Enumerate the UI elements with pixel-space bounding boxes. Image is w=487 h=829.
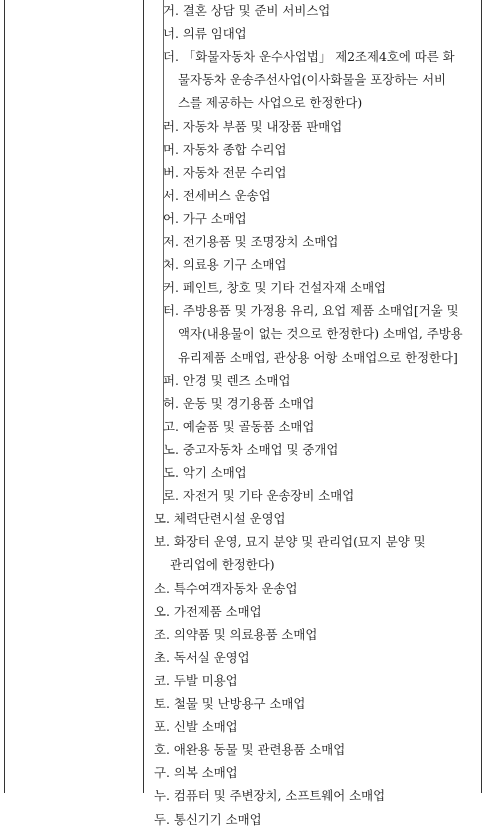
item-mo: 모. 체력단련시설 운영업 — [154, 511, 286, 527]
item-go: 고. 예술품 및 골동품 소매업 — [163, 418, 315, 434]
item-gu: 구. 의복 소매업 — [154, 765, 238, 781]
item-ho: 호. 애완용 동물 및 관련용품 소매업 — [154, 742, 346, 758]
item-beo: 버. 자동차 전문 수리업 — [163, 164, 287, 180]
item-po: 포. 신발 소매업 — [154, 719, 238, 735]
item-o: 오. 가전제품 소매업 — [154, 603, 262, 619]
item-peo: 퍼. 안경 및 렌즈 소매업 — [163, 372, 291, 388]
item-do: 도. 악기 소매업 — [163, 465, 247, 480]
item-deo-cont-2: 스를 제공하는 사업으로 한정한다) — [178, 95, 363, 111]
item-so: 소. 특수여객자동차 운송업 — [154, 580, 298, 596]
item-geo: 거. 결혼 상담 및 준비 서비스업 — [163, 3, 331, 18]
item-jeo: 저. 전기용품 및 조명장치 소매업 — [163, 234, 339, 249]
item-to: 토. 철물 및 난방용구 소매업 — [154, 696, 306, 711]
item-du: 두. 통신기기 소매업 — [154, 811, 262, 827]
item-bo: 보. 화장터 운영, 묘지 분양 및 관리업(묘지 분양 및 — [154, 534, 426, 550]
item-deo: 더. 「화물자동차 운수사업법」 제2조제4호에 따른 화 — [163, 49, 455, 65]
item-reo: 러. 자동차 부품 및 내장품 판매업 — [163, 118, 343, 134]
item-bo-cont-1: 관리업에 한정한다) — [170, 557, 275, 573]
item-jo: 조. 의약품 및 의료용품 소매업 — [154, 626, 318, 642]
item-seo: 서. 전세버스 운송업 — [163, 187, 271, 203]
item-eo: 어. 가구 소매업 — [163, 210, 247, 226]
item-no: 노. 중고자동차 소매업 및 중개업 — [163, 441, 339, 457]
item-ro: 로. 자전거 및 기타 운송장비 소매업 — [163, 488, 355, 504]
item-teo-cont-1: 액자(내용물이 없는 것으로 한정한다) 소매업, 주방용 — [178, 326, 463, 342]
item-ko: 코. 두발 미용업 — [154, 672, 238, 688]
item-cho: 초. 독서실 운영업 — [154, 649, 250, 665]
item-nu: 누. 컴퓨터 및 주변장치, 소프트웨어 소매업 — [154, 788, 386, 804]
column-divider — [143, 0, 144, 793]
item-deo-cont-1: 물자동차 운송주선사업(이사화물을 포장하는 서비 — [178, 72, 447, 88]
item-keo: 커. 페인트, 창호 및 기타 건설자재 소매업 — [163, 280, 387, 296]
item-neo: 너. 의류 임대업 — [163, 26, 247, 42]
item-teo-cont-2: 유리제품 소매업, 관상용 어항 소매업으로 한정한다] — [178, 349, 458, 365]
item-teo: 터. 주방용품 및 가정용 유리, 요업 제품 소매업[거울 및 — [163, 303, 459, 319]
item-cheo: 처. 의료용 기구 소매업 — [163, 257, 287, 273]
item-meo: 머. 자동차 종합 수리업 — [163, 141, 287, 157]
item-heo: 허. 운동 및 경기용품 소매업 — [163, 395, 315, 411]
